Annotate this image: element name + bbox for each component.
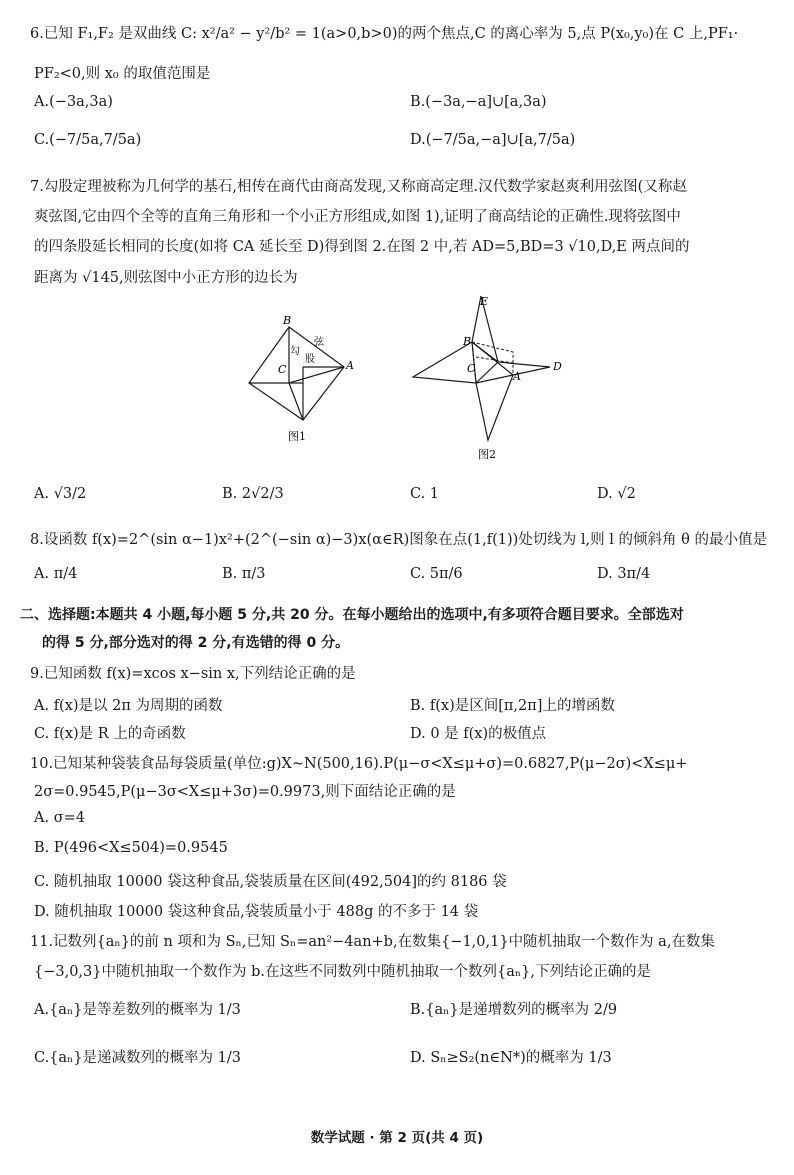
figure-1 bbox=[240, 305, 370, 450]
q9-option-c: C. f(x)是 R 上的奇函数 bbox=[34, 726, 186, 742]
fig2-label-a: A bbox=[513, 370, 521, 383]
q11-option-d: D. Sₙ≥S₂(n∈N*)的概率为 1/3 bbox=[410, 1050, 612, 1066]
q10-stem-line1: 10.已知某种袋装食品每袋质量(单位:g)X~N(500,16).P(μ−σ<X≤μ+σ)=0.6827,P(μ−2σ)<X≤μ+ bbox=[30, 756, 688, 772]
fig2-label-c: C bbox=[467, 362, 476, 375]
q8-option-d: D. 3π/4 bbox=[597, 566, 651, 582]
q7-stem-line1: 7.勾股定理被称为几何学的基石,相传在商代由商高发现,又称商高定理.汉代数学家赵爽利用弦图(又称赵 bbox=[30, 179, 687, 195]
q6-stem-line1: 6.已知 F₁,F₂ 是双曲线 C: x²/a² − y²/b² = 1(a>0,b>0)的两个焦点,C 的离心率为 5,点 P(x₀,y₀)在 C 上,PF₁· bbox=[30, 26, 739, 42]
q11-stem-line2: {−3,0,3}中随机抽取一个数作为 b.在这些不同数列中随机抽取一个数列{aₙ},下列结论正确的是 bbox=[34, 964, 651, 980]
fig1-label-gou: 勾 bbox=[290, 346, 300, 357]
fig2-caption: 图2 bbox=[478, 448, 496, 461]
fig1-label-c: C bbox=[278, 363, 287, 376]
figure-2 bbox=[405, 290, 575, 465]
q6-option-a: A.(−3a,3a) bbox=[34, 94, 113, 110]
q7-option-d: D. √2 bbox=[597, 486, 636, 502]
q7-stem-line3: 的四条股延长相同的长度(如将 CA 延长至 D)得到图 2.在图 2 中,若 AD=5,BD=3 √10,D,E 两点间的 bbox=[34, 239, 690, 255]
q11-stem-line1: 11.记数列{aₙ}的前 n 项和为 Sₙ,已知 Sₙ=an²−4an+b,在数集{−1,0,1}中随机抽取一个数作为 a,在数集 bbox=[30, 934, 715, 950]
q6-option-c: C.(−7/5a,7/5a) bbox=[34, 132, 142, 148]
q9-option-d: D. 0 是 f(x)的极值点 bbox=[410, 726, 547, 742]
section2-heading-line2: 的得 5 分,部分选对的得 2 分,有选错的得 0 分。 bbox=[42, 635, 350, 651]
q8-option-c: C. 5π/6 bbox=[410, 566, 463, 582]
q7-stem-line2: 爽弦图,它由四个全等的直角三角形和一个小正方形组成,如图 1),证明了商高结论的正确性.现将弦图中 bbox=[34, 209, 681, 225]
q9-stem: 9.已知函数 f(x)=xcos x−sin x,下列结论正确的是 bbox=[30, 666, 356, 682]
q8-stem: 8.设函数 f(x)=2^(sin α−1)x²+(2^(−sin α)−3)x(α∈R)图象在点(1,f(1))处切线为 l,则 l 的倾斜角 θ 的最小值是 bbox=[30, 532, 767, 548]
fig1-label-b: B bbox=[283, 314, 292, 327]
q6-option-d: D.(−7/5a,−a]∪[a,7/5a) bbox=[410, 132, 576, 148]
q10-option-a: A. σ=4 bbox=[34, 810, 85, 826]
q8-option-a: A. π/4 bbox=[34, 566, 78, 582]
fig1-label-gu: 股 bbox=[305, 354, 315, 365]
section2-heading-line1: 二、选择题:本题共 4 小题,每小题 5 分,共 20 分。在每小题给出的选项中,有多项符合题目要求。全部选对 bbox=[20, 607, 684, 623]
q10-option-c: C. 随机抽取 10000 袋这种食品,袋装质量在区间(492,504]的约 8186 袋 bbox=[34, 874, 507, 890]
fig2-label-d: D bbox=[553, 360, 562, 373]
q9-option-a: A. f(x)是以 2π 为周期的函数 bbox=[34, 698, 223, 714]
q11-option-c: C.{aₙ}是递减数列的概率为 1/3 bbox=[34, 1050, 241, 1066]
fig1-caption: 图1 bbox=[288, 430, 306, 443]
page-footer: 数学试题 · 第 2 页(共 4 页) bbox=[310, 1130, 484, 1146]
fig1-label-a: A bbox=[346, 359, 354, 372]
q11-option-b: B.{aₙ}是递增数列的概率为 2/9 bbox=[410, 1002, 618, 1018]
fig2-label-e: E bbox=[480, 295, 489, 308]
q8-option-b: B. π/3 bbox=[222, 566, 266, 582]
q7-stem-line4: 距离为 √145,则弦图中小正方形的边长为 bbox=[34, 270, 298, 286]
q9-option-b: B. f(x)是区间[π,2π]上的增函数 bbox=[410, 698, 615, 714]
fig1-label-xian: 弦 bbox=[314, 337, 324, 348]
q11-option-a: A.{aₙ}是等差数列的概率为 1/3 bbox=[34, 1002, 241, 1018]
fig2-label-b: B bbox=[463, 335, 472, 348]
q6-option-b: B.(−3a,−a]∪[a,3a) bbox=[410, 94, 547, 110]
q6-stem-line2: PF₂<0,则 x₀ 的取值范围是 bbox=[34, 66, 211, 82]
q10-stem-line2: 2σ=0.9545,P(μ−3σ<X≤μ+3σ)=0.9973,则下面结论正确的是 bbox=[34, 784, 456, 800]
q7-option-a: A. √3/2 bbox=[34, 486, 87, 502]
q7-option-c: C. 1 bbox=[410, 486, 440, 502]
q10-option-b: B. P(496<X≤504)=0.9545 bbox=[34, 840, 228, 856]
q7-option-b: B. 2√2/3 bbox=[222, 486, 284, 502]
q10-option-d: D. 随机抽取 10000 袋这种食品,袋装质量小于 488g 的不多于 14 袋 bbox=[34, 904, 479, 920]
